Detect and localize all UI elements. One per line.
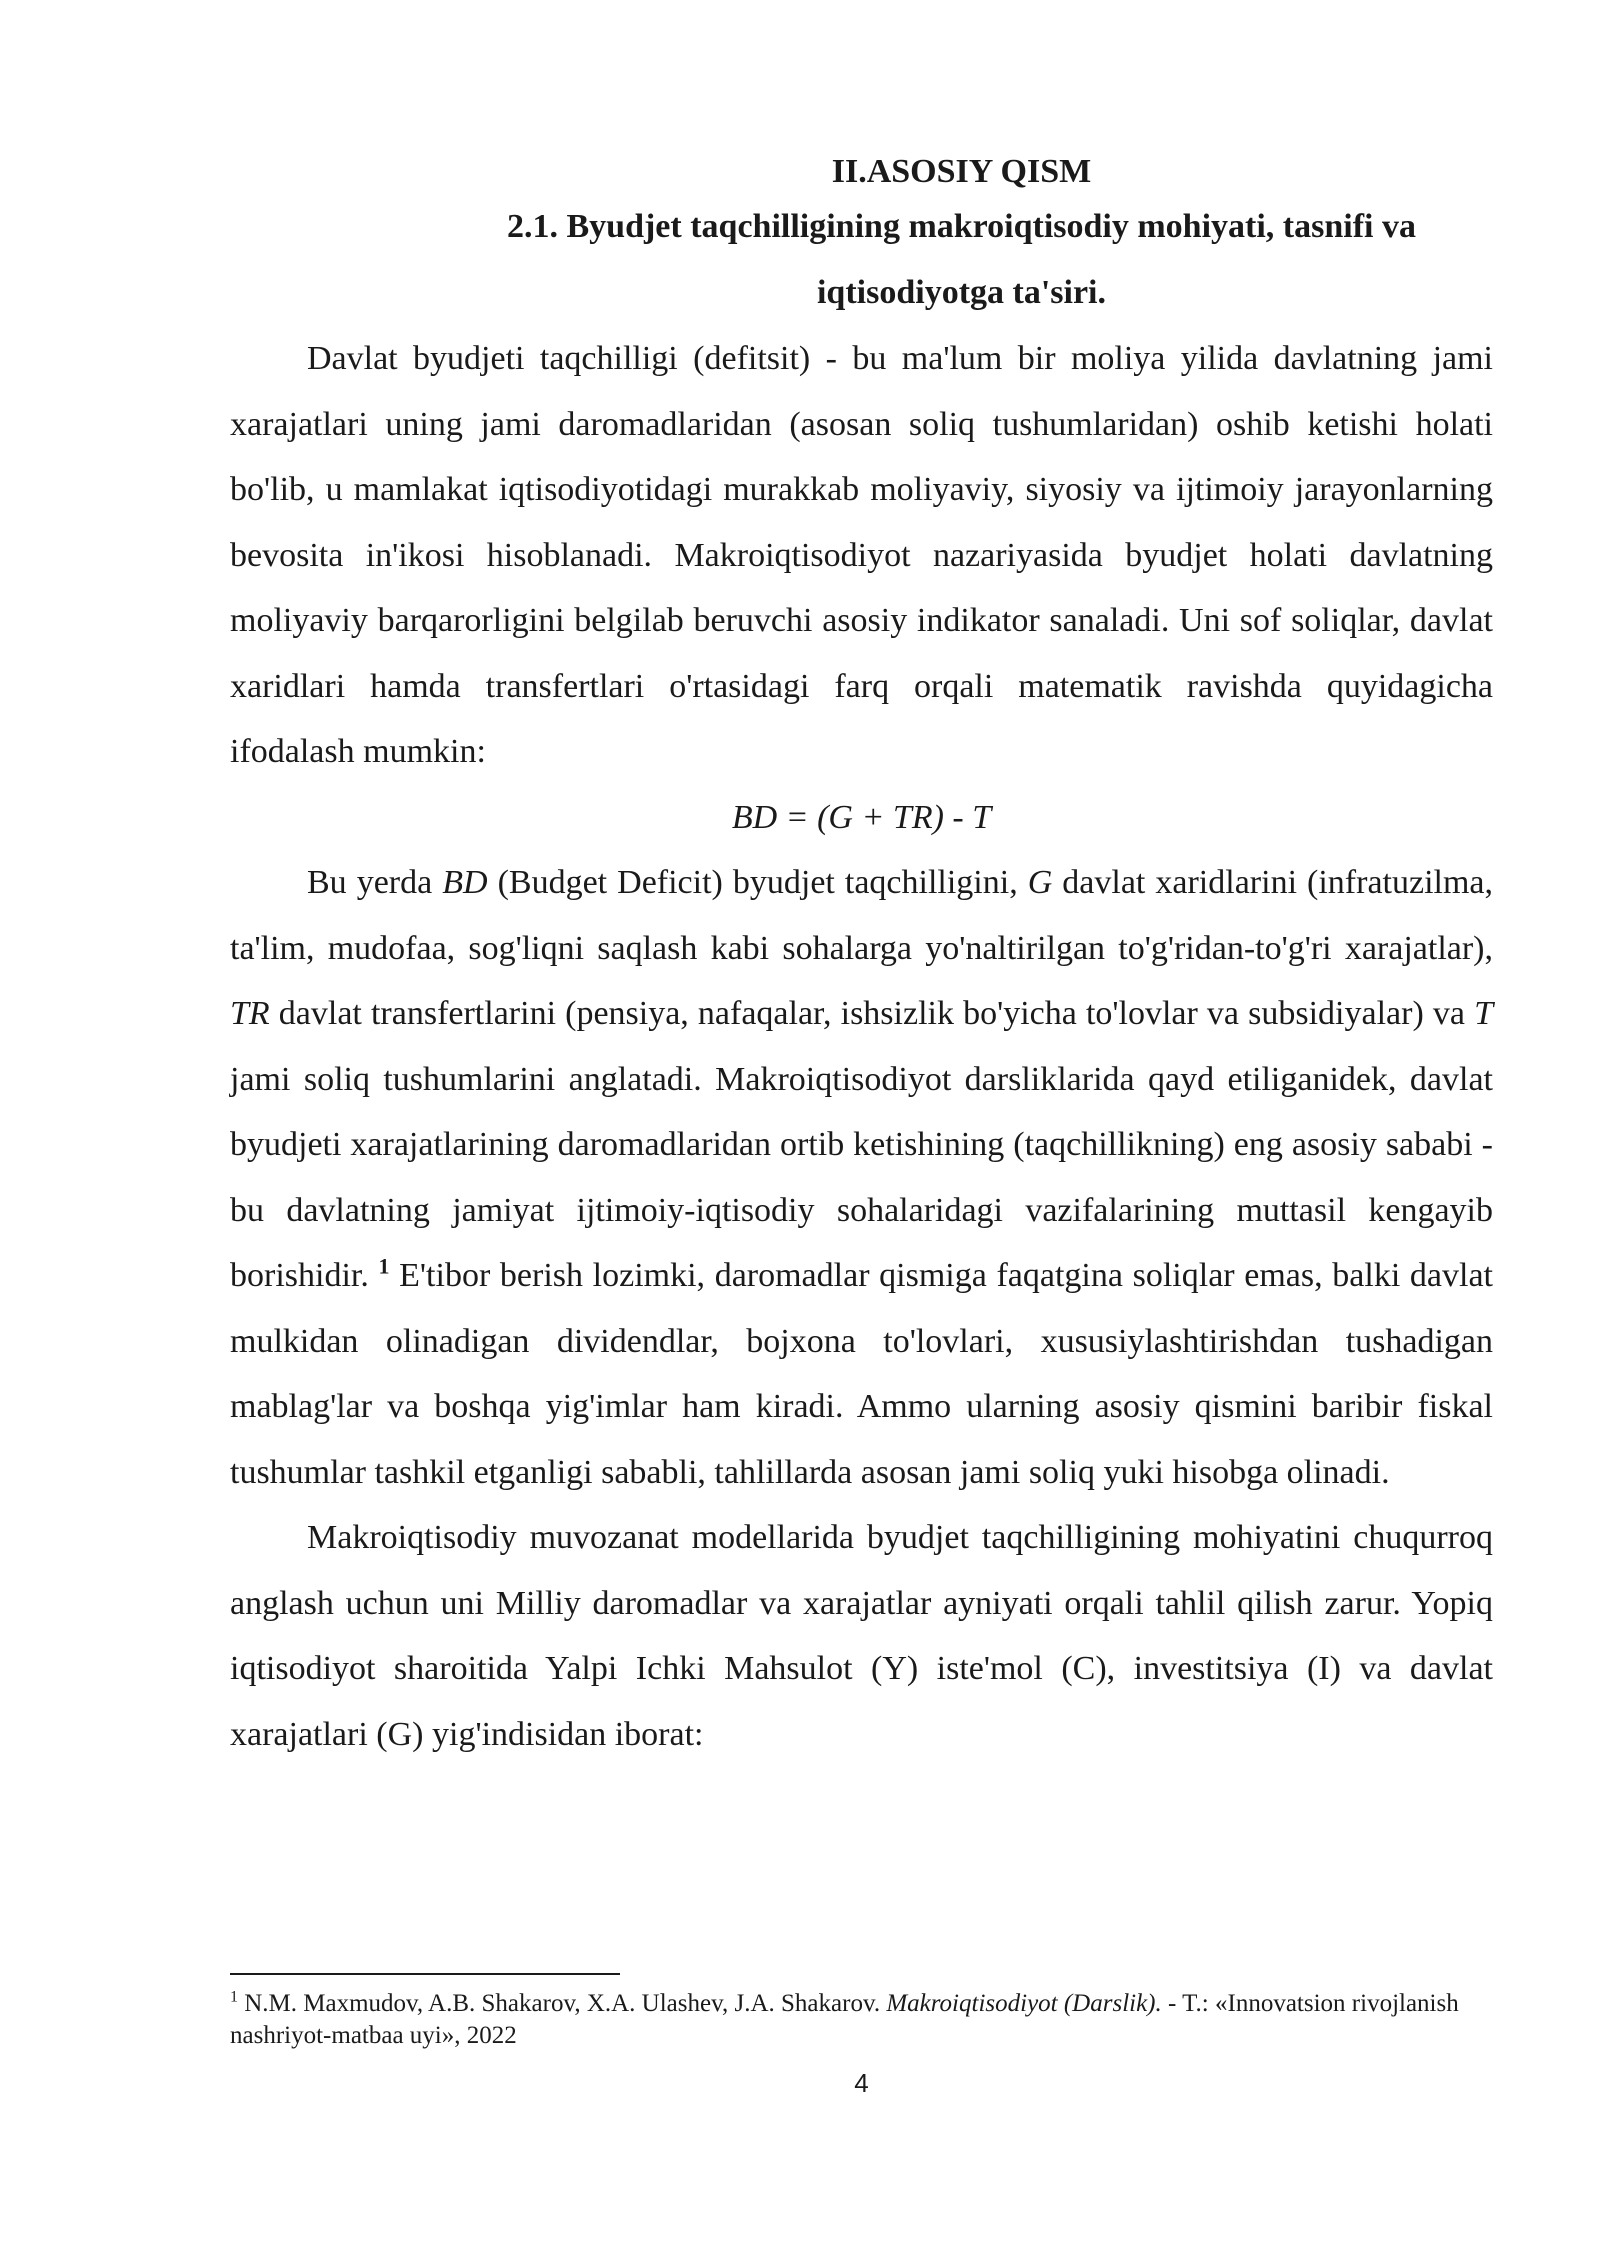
footnote-separator: [230, 1973, 620, 1975]
paragraph-2: [230, 850, 1493, 1505]
paragraph-2-text-5: jami soliq tushumlarini anglatadi. Makroiqtisodiyot darsliklarida qayd etiliganidek, davlat byudjeti xarajatlarining daromadlaridan ortib ketishining (taqchillikning) eng asosiy sababi - bu davlatning jamiyat ijtimoiy-iqtisodiy sohalaridagi vazifalarining muttasil kengayib borishidir.: [230, 1060, 1493, 1294]
footnote-authors: N.M. Maxmudov, A.B. Shakarov, X.A. Ulashev, J.A. Shakarov.: [238, 1990, 887, 2017]
paragraph-2-text-4: davlat transfertlarini (pensiya, nafaqalar, ishsizlik bo'yicha to'lovlar va subsidiyalar) va: [269, 995, 1475, 1032]
footnote-number: 1: [230, 1988, 238, 2006]
variable-bd: BD: [442, 864, 488, 901]
paragraph-2-text-6: E'tibor berish lozimki, daromadlar qismiga faqatgina soliqlar emas, balki davlat mulkidan olinadigan dividendlar, bojxona to'lovlari, xususiylashtirishdan tushadigan mablag'lar va boshqa yig'imlar ham kiradi. Ammo ularning asosiy qismini baribir fiskal tushumlar tashkil etganligi sababli, tahlillarda asosan jami soliq yuki hisobga olinadi.: [230, 1257, 1493, 1491]
page-body: [230, 150, 1493, 1767]
footnote: [230, 1988, 1493, 2052]
paragraph-1: Davlat byudjeti taqchilligi (defitsit) - bu ma'lum bir moliya yilida davlatning jami xarajatlari uning jami daromadlaridan (asosan soliq tushumlaridan) oshib ketishi holati bo'lib, u mamlakat iqtisodiyotidagi murakkab moliyaviy, siyosiy va ijtimoiy jarayonlarning bevosita in'ikosi hisoblanadi. Makroiqtisodiyot nazariyasida byudjet holati davlatning moliyaviy barqarorligini belgilab beruvchi asosiy indikator sanaladi. Uni sof soliqlar, davlat xaridlari hamda transfertlari o'rtasidagi farq orqali matematik ravishda quyidagicha ifodalash mumkin:: [230, 340, 1493, 770]
paragraph-2-text-3: davlat xaridlarini (infratuzilma, ta'lim, mudofaa, sog'liqni saqlash kabi sohalarga yo'naltirilgan to'g'ridan-to'g'ri xarajatlar),: [230, 864, 1494, 967]
paragraph-2-text-2: (Budget Deficit) byudjet taqchilligini,: [487, 864, 1028, 901]
subsection-heading-line1: 2.1. Byudjet taqchilligining makroiqtisodiy mohiyati, tasnifi va: [506, 208, 1416, 245]
footnote-publisher: - T.: «Innovatsion rivojlanish nashriyot-matbaa uyi», 2022: [230, 1990, 1459, 2049]
paragraph-3: Makroiqtisodiy muvozanat modellarida byudjet taqchilligining mohiyatini chuqurroq anglash uchun uni Milliy daromadlar va xarajatlar ayniyati orqali tahlil qilish zarur. Yopiq iqtisodiyot sharoitida Yalpi Ichki Mahsulot (Y) iste'mol (C), investitsiya (I) va davlat xarajatlari (G) yig'indisidan iborat:: [230, 1519, 1493, 1753]
subsection-heading: [230, 194, 1493, 326]
formula: BD = (G + TR) - T: [731, 798, 992, 836]
page-number: 4: [854, 2068, 869, 2098]
paragraph-2-text-1: Bu yerda: [307, 864, 443, 901]
variable-tr: TR: [230, 995, 270, 1032]
section-heading: II.ASOSIY QISM: [831, 153, 1092, 190]
variable-g: G: [1027, 864, 1053, 901]
footnote-reference[interactable]: 1: [378, 1253, 390, 1279]
variable-t: T: [1474, 995, 1493, 1032]
footnote-title: Makroiqtisodiyot (Darslik).: [886, 1990, 1162, 2017]
subsection-heading-line2: iqtisodiyotga ta'siri.: [816, 274, 1107, 311]
